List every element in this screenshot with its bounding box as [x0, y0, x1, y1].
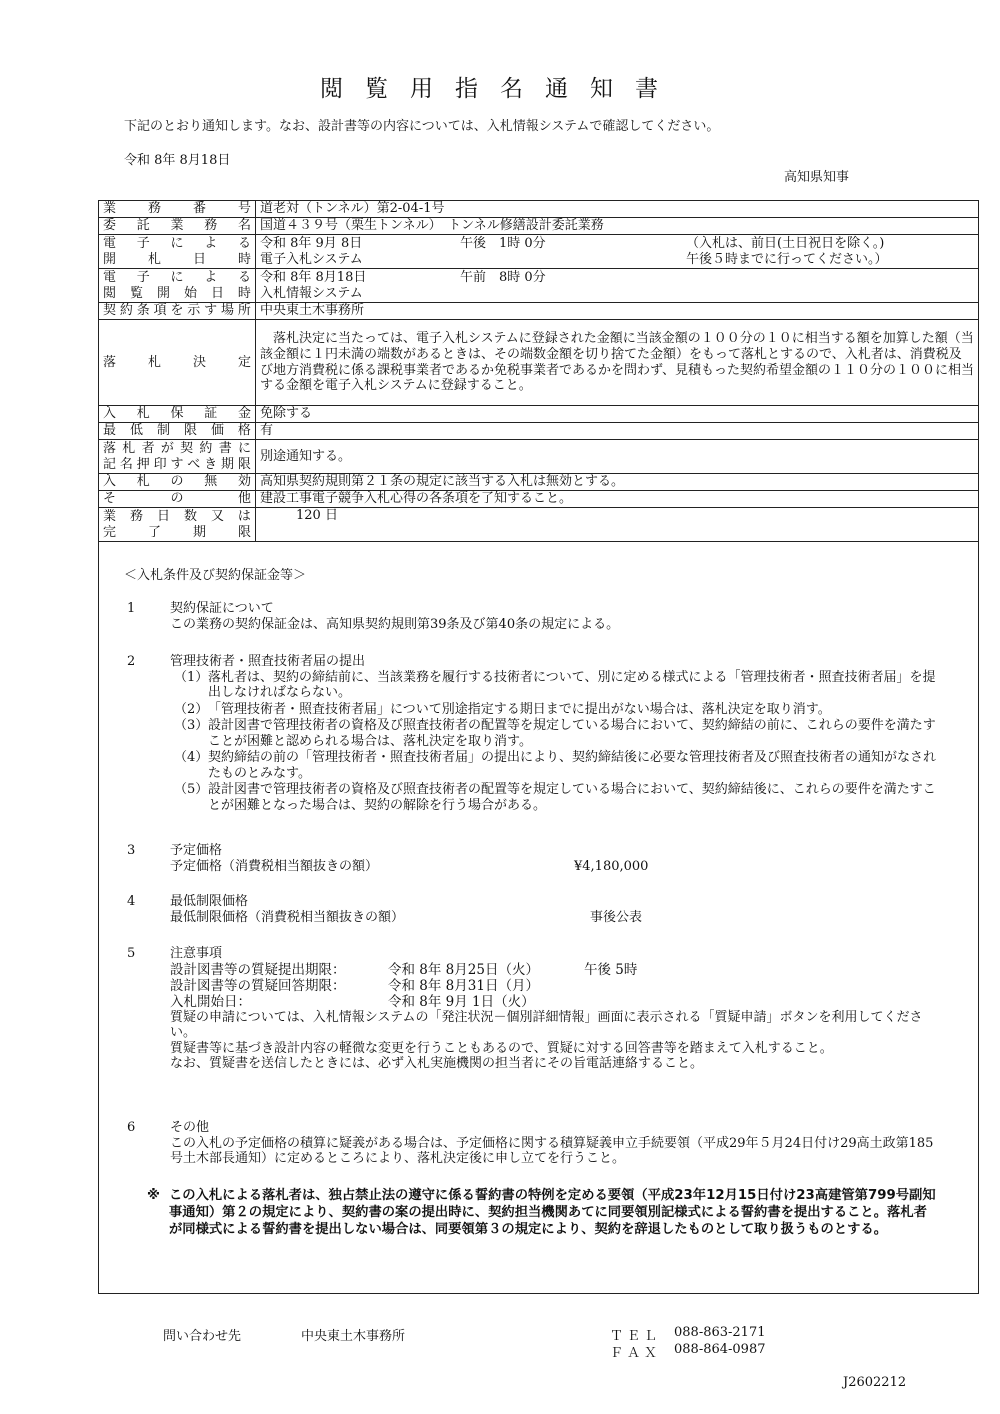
table-label-text: 電 子 に よ る [103, 236, 251, 251]
view-start-label [99, 269, 256, 303]
bid-system: 電子入札システム [260, 251, 363, 267]
signing-deadline-label [99, 440, 256, 474]
section-2-number: 2 [127, 654, 136, 669]
intro-text: 下記のとおり通知します。なお、設計書等の内容については、入札情報システムで確認してください。 [124, 119, 720, 134]
list-marker: （1） [174, 669, 209, 685]
bid-bond-value: 免除する [256, 406, 979, 423]
bid-start-label: 入札開始日： [170, 993, 251, 1010]
table-label-text: 入 札 の 無 効 [103, 474, 251, 490]
section-6-title: その他 [170, 1120, 210, 1135]
table-label-text: 開 札 日 時 [103, 251, 251, 267]
contact-label: 問い合わせ先 [163, 1329, 242, 1344]
answer-deadline-date: 令和 8年 8月31日（月） [388, 977, 539, 994]
award-value: 落札決定に当たっては、電子入札システムに登録された金額に当該金額の１００分の１０に相当する額を加算した額（当該金額に１円未満の端数があるときは、その端数金額を切り捨てた金額）をもって落札とするので、入札者は、消費税及び地方消費税に係る課税事業者であるか免税事業者であるかを問わず、見積もった契約希望金額の１１０分の１００に相当する金額を電子入札システムに登録すること。 [256, 320, 979, 406]
table-label-text: 記 名 押 印 す べ き 期 限 [103, 456, 251, 472]
document-code: J2602212 [843, 1375, 907, 1390]
list-marker: （3） [174, 718, 209, 733]
bid-start-date: 令和 8年 9月 1日（火） [388, 993, 535, 1010]
tel-number: 088-863-2171 [674, 1325, 766, 1340]
contract-place-label [99, 303, 256, 320]
other-value: 建設工事電子競争入札心得の各条項を了知すること。 [256, 491, 979, 508]
table-label-text: 業 務 番 号 [103, 201, 251, 217]
bid-note-2: 午後５時までに行ってください。） [686, 251, 888, 267]
table-label-text: 落 札 決 定 [103, 354, 251, 370]
list-text: 契約締結の前の「管理技術者・照査技術者届」の提出により、契約締結後に必要な管理技術者及び照査技術者の通知がなされたものとみなす。 [208, 750, 937, 781]
question-deadline-date: 令和 8年 8月25日（火） [388, 961, 539, 978]
bid-info-table [98, 200, 979, 542]
list-text: 落札者は、契約の締結前に、当該業務を履行する技術者について、別に定める様式による「管理技術者・照査技術者届」を提出しなければならない。 [208, 669, 936, 700]
section-3-title: 予定価格 [170, 843, 223, 858]
section-3-number: 3 [127, 843, 136, 858]
table-label-text: 電 子 に よ る [103, 270, 251, 285]
days-text: 120 日 [296, 508, 338, 523]
table-label-text: 契 約 条 項 を 示 す 場 所 [103, 303, 251, 319]
other-label [99, 491, 256, 508]
commission-name-value: 国道４３９号（栗生トンネル） トンネル修繕設計委託業務 [256, 218, 979, 235]
list-item [168, 750, 940, 781]
answer-deadline-label: 設計図書等の質疑回答期限： [170, 977, 346, 994]
section-5-para-1: 質疑の申請については、入札情報システムの「発注状況－個別詳細情報」画面に表示される「質疑申請」ボタンを利用してください。 [170, 1009, 923, 1040]
days-label [99, 508, 256, 542]
bid-datetime-value [256, 235, 979, 269]
min-price-value: 有 [256, 423, 979, 440]
signing-deadline-value: 別途通知する。 [256, 440, 979, 474]
bid-note-1: （入札は、前日(土日祝日を除く。) [686, 236, 885, 251]
planned-price-value: ¥4,180,000 [574, 858, 649, 874]
min-price-label [99, 423, 256, 440]
contact-office: 中央東土木事務所 [301, 1329, 406, 1344]
list-marker: （5） [174, 782, 209, 797]
table-label-text: そ の 他 [103, 491, 251, 507]
question-deadline-time: 午後 5時 [584, 961, 638, 978]
commission-name-label [99, 218, 256, 235]
invalid-label [99, 474, 256, 491]
section-1-title: 契約保証について [170, 601, 274, 616]
view-system: 入札情報システム [260, 285, 363, 301]
section-2 [170, 654, 940, 813]
document-title: 閲覧用指名通知書 [320, 76, 680, 102]
bid-time: 午後 1時 0分 [460, 236, 546, 251]
list-item [168, 702, 940, 718]
section-4-title: 最低制限価格 [170, 894, 249, 909]
section-1 [170, 601, 940, 632]
section-4-number: 4 [127, 894, 136, 909]
pledge-notice [147, 1187, 937, 1238]
view-time: 午前 8時 0分 [460, 270, 546, 285]
table-label-text: 落 札 者 が 契 約 書 に [103, 441, 251, 456]
issue-date: 令和 8年 8月18日 [124, 153, 231, 168]
issuer: 高知県知事 [784, 170, 850, 185]
table-label-text: 委 託 業 務 名 [103, 218, 251, 234]
contract-place-value: 中央東土木事務所 [256, 303, 979, 320]
section-5-para-2: 質疑書等に基づき設計内容の軽微な変更を行うこともあるので、質疑に対する回答書等を踏まえて入札すること。 [170, 1040, 833, 1056]
award-label [99, 320, 256, 406]
conditions-heading: ＜入札条件及び契約保証金等＞ [124, 568, 307, 583]
section-5-title: 注意事項 [170, 946, 223, 961]
notice-mark: ※ [147, 1188, 160, 1203]
section-5-para-3: なお、質疑書を送信したときには、必ず入札実施機関の担当者にその旨電話連絡すること。 [170, 1056, 704, 1071]
fax-label: ＦＡＸ [610, 1346, 662, 1361]
list-item [168, 670, 940, 701]
min-price-label: 最低制限価格（消費税相当額抜きの額） [170, 909, 405, 925]
list-text: 「管理技術者・照査技術者届」について別途指定する期日までに提出がない場合は、落札決定を取り消す。 [208, 701, 831, 717]
table-label-text: 最 低 制 限 価 格 [103, 423, 251, 439]
min-price-value: 事後公表 [590, 909, 643, 925]
notice-text: この入札による落札者は、独占禁止法の遵守に係る誓約書の特例を定める要領（平成23年12月15日付け23高建管第799号副知事通知）第２の規定により、契約書の案の提出時に、契約担当機関あてに同要領別記様式による誓約書を提出すること。落札者が同様式による誓約書を提出しない場合は、同要領第３の規定により、契約を辞退したものとして取り扱うものとする。 [169, 1188, 936, 1237]
section-6 [170, 1120, 940, 1167]
bid-datetime-label [99, 235, 256, 269]
tel-label: ＴＥＬ [610, 1329, 662, 1344]
section-3 [170, 843, 940, 874]
section-1-body: この業務の契約保証金は、高知県契約規則第39条及び第40条の規定による。 [170, 616, 620, 632]
section-5 [170, 946, 940, 1072]
planned-price-label: 予定価格（消費税相当額抜きの額） [170, 858, 379, 874]
bid-date: 令和 8年 9月 8日 [260, 236, 363, 251]
section-6-body: この入札の予定価格の積算に疑義がある場合は、予定価格に関する積算疑義申立手続要領（平成29年５月24日付け29高土政第185号土木部長通知）に定めるところにより、落札決定後に申し立てを行うこと。 [170, 1135, 934, 1166]
section-5-number: 5 [127, 946, 136, 961]
business-no-value: 道老対（トンネル）第2-04-1号 [256, 201, 979, 218]
list-marker: （4） [174, 750, 209, 765]
table-label-text: 業 務 日 数 又 は [103, 509, 251, 524]
question-deadline-label: 設計図書等の質疑提出期限： [170, 961, 346, 978]
business-no-label [99, 201, 256, 218]
days-value [256, 508, 979, 542]
view-date: 令和 8年 8月18日 [260, 270, 367, 285]
table-label-text: 完 了 期 限 [103, 524, 251, 540]
invalid-value: 高知県契約規則第２１条の規定に該当する入札は無効とする。 [256, 474, 979, 491]
section-2-title: 管理技術者・照査技術者届の提出 [170, 654, 366, 669]
table-label-text: 閲 覧 開 始 日 時 [103, 285, 251, 301]
list-text: 設計図書で管理技術者の資格及び照査技術者の配置等を規定している場合において、契約締結後に、これらの要件を満たすことが困難となった場合は、契約の解除を行う場合がある。 [208, 782, 936, 813]
view-start-value [256, 269, 979, 303]
list-item [168, 718, 940, 749]
fax-number: 088-864-0987 [674, 1342, 766, 1357]
list-text: 設計図書で管理技術者の資格及び照査技術者の配置等を規定している場合において、契約締結の前に、これらの要件を満たすことが困難と認められる場合は、落札決定を取り消す。 [208, 718, 936, 749]
bid-bond-label [99, 406, 256, 423]
section-4 [170, 894, 940, 925]
list-marker: （2） [174, 701, 209, 717]
table-label-text: 入 札 保 証 金 [103, 406, 251, 422]
list-item [168, 782, 940, 813]
section-1-number: 1 [127, 601, 136, 616]
section-6-number: 6 [127, 1120, 136, 1135]
